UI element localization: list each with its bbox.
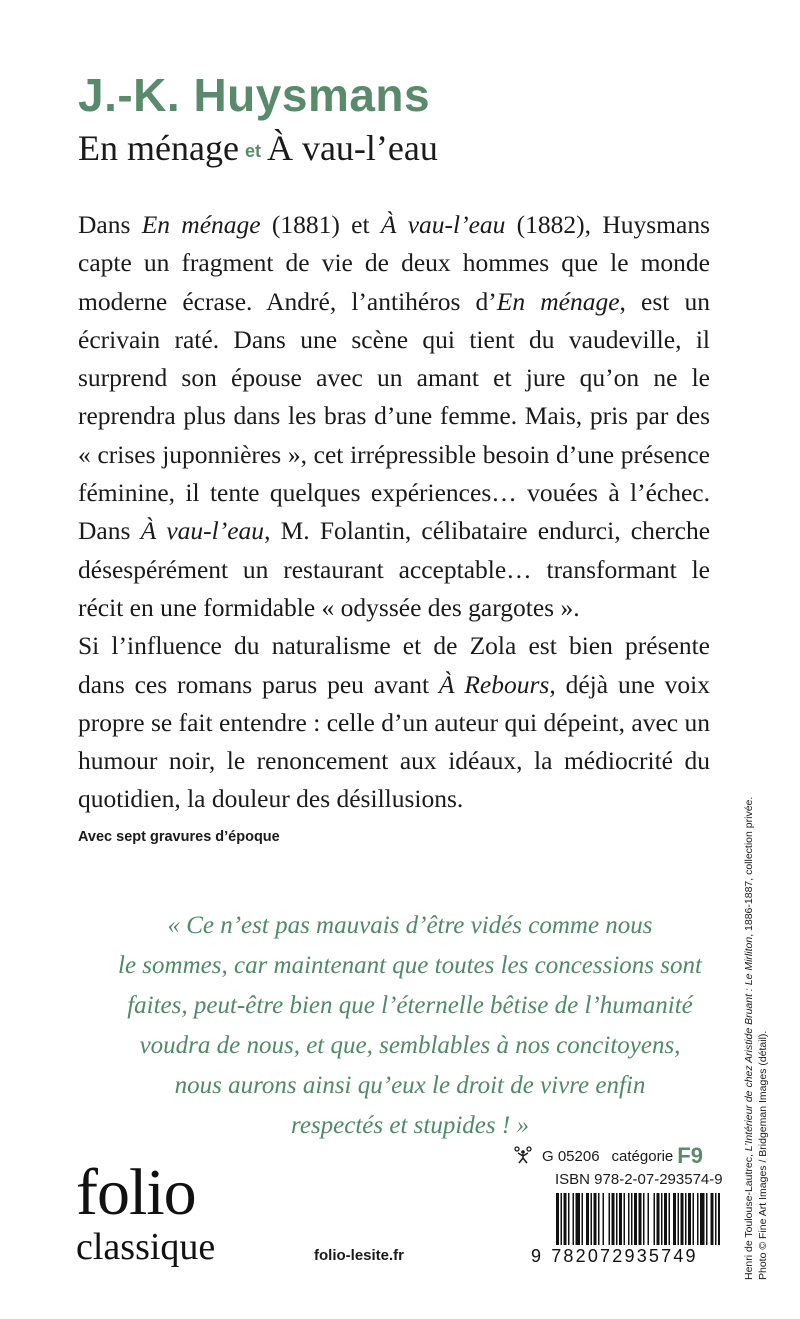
- barcode-bar: [661, 1193, 663, 1245]
- blurb-text: Dans: [78, 210, 142, 239]
- barcode-bar: [568, 1193, 570, 1245]
- blurb-text: , déjà une voix propre se fait entendre : celle d’un auteur qui dépeint, avec un humour noir, le renoncement aux idéaux, la médiocrité du quotidien, la douleur des désillusions.: [78, 669, 710, 814]
- folio-logo: folio: [76, 1156, 196, 1229]
- quote-line: faites, peut-être bien que l’éternelle bêtise de l’humanité: [127, 992, 693, 1019]
- blurb-text: , est un écrivain raté. Dans une scène qui tient du vaudeville, il surprend son épouse avec un amant et jure qu’on ne le reprendra plus dans les bras d’une femme. Mais, pris par des « crises juponnières », cet irrépressible besoin d’une présence féminine, il tente quelques expériences… vouées à l’échec. Dans: [78, 286, 711, 546]
- barcode-digits: [531, 1246, 721, 1267]
- blurb-title-ref: En ménage: [496, 286, 620, 316]
- barcode-bar: [628, 1193, 630, 1245]
- title-part-1: En ménage: [78, 128, 239, 168]
- barcode-bar: [603, 1193, 605, 1245]
- quote-line: respectés et stupides ! »: [291, 1112, 529, 1139]
- blurb-text: Si l’influence du naturalisme et de Zola est bien présente dans ces romans parus peu avant: [78, 631, 710, 699]
- barcode-bar: [612, 1193, 615, 1245]
- catalog-code: G 05206: [542, 1148, 600, 1165]
- image-credit: [742, 640, 770, 1280]
- illustrations-note: Avec sept gravures d’époque: [78, 829, 280, 845]
- title-conjunction: et: [244, 141, 261, 161]
- blurb-title-ref: À Rebours: [438, 669, 550, 699]
- publisher-website[interactable]: folio-lesite.fr: [314, 1247, 405, 1264]
- barcode-bar: [561, 1193, 563, 1245]
- barcode-bar: [700, 1193, 705, 1245]
- barcode-bar: [586, 1193, 589, 1245]
- credit-artist: Henri de Toulouse-Lautrec,: [743, 1151, 755, 1280]
- barcode-bar: [648, 1193, 650, 1245]
- barcode-bar: [639, 1193, 642, 1245]
- juggler-icon: [512, 1146, 534, 1168]
- barcode-bar: [685, 1193, 687, 1245]
- blurb-paragraph-1: [78, 206, 710, 627]
- pull-quote: [100, 906, 720, 1146]
- credit-collection: , 1886-1887, collection privée.: [743, 796, 755, 937]
- book-title: [78, 130, 438, 166]
- barcode-bar: [624, 1193, 626, 1245]
- barcode-bar: [711, 1193, 714, 1245]
- barcode-bar: [678, 1193, 680, 1245]
- barcode-bar: [582, 1193, 584, 1245]
- barcode-bar: [697, 1193, 699, 1245]
- quote-line: « Ce n’est pas mauvais d’être vidés comme nous: [167, 912, 653, 939]
- blurb-title-ref: En ménage: [141, 210, 261, 239]
- barcode-bar: [616, 1193, 618, 1245]
- barcode-first-digit: 9: [531, 1246, 544, 1266]
- barcode-bar: [664, 1193, 667, 1245]
- barcode-bar: [718, 1193, 720, 1245]
- blurb-title-ref: À vau-l’eau: [380, 210, 506, 239]
- quote-line: le sommes, car maintenant que toutes les concessions sont: [118, 952, 702, 979]
- blurb-text: (1881) et: [260, 210, 381, 239]
- barcode-number: 782072935749: [551, 1246, 698, 1266]
- barcode-bar: [576, 1193, 581, 1245]
- blurb-paragraph-2: [78, 627, 710, 818]
- barcode-bar: [609, 1193, 611, 1245]
- credit-artwork-title: L’Intérieur de chez Aristide Bruant : Le Mirliton: [743, 936, 755, 1152]
- barcode-bar: [715, 1193, 717, 1245]
- barcode-bar: [631, 1193, 633, 1245]
- barcode-bar: [634, 1193, 637, 1245]
- barcode-bar: [673, 1193, 676, 1245]
- category-label: catégorie: [611, 1148, 674, 1165]
- collection-name: classique: [76, 1226, 216, 1268]
- barcode-bar: [681, 1193, 684, 1245]
- quote-line: voudra de nous, et que, semblables à nos concitoyens,: [139, 1032, 681, 1059]
- barcode-bar: [619, 1193, 622, 1245]
- barcode-bar: [598, 1193, 600, 1245]
- barcode-bar: [556, 1193, 559, 1245]
- credit-line-2: Photo © Fine Art Images / Bridgeman Images (détail).: [757, 1030, 769, 1280]
- barcode-bar: [573, 1193, 575, 1245]
- barcode-bar: [654, 1193, 656, 1245]
- barcode-bar: [669, 1193, 671, 1245]
- blurb-text: , M. Folantin, célibataire endurci, cherche désespérément un restaurant acceptable… transformant le récit en une formidable « odyssée des gargotes ».: [78, 516, 711, 622]
- barcode: [556, 1193, 720, 1245]
- barcode-bar: [564, 1193, 567, 1245]
- category-value: F9: [677, 1143, 703, 1168]
- barcode-bar: [591, 1193, 593, 1245]
- barcode-bar: [657, 1193, 660, 1245]
- isbn: ISBN 978-2-07-293574-9: [555, 1171, 723, 1188]
- quote-line: nous aurons ainsi qu’eux le droit de vivre enfin: [174, 1072, 646, 1099]
- barcode-bar: [693, 1193, 695, 1245]
- author-name: J.-K. Huysmans: [78, 69, 431, 121]
- back-cover-blurb: [78, 206, 710, 819]
- barcode-bar: [594, 1193, 597, 1245]
- title-part-2: À vau-l’eau: [266, 128, 438, 168]
- barcode-bar: [643, 1193, 645, 1245]
- blurb-text: (1882), Huysmans capte un fragment de vie de deux hommes que le monde moderne écrase. André, l’antihéros d’: [78, 210, 710, 316]
- barcode-bar: [706, 1193, 708, 1245]
- barcode-bar: [688, 1193, 691, 1245]
- credit-line-1: [742, 640, 756, 1280]
- catalog-info: [512, 1143, 703, 1169]
- blurb-title-ref: À vau-l’eau: [140, 516, 265, 546]
